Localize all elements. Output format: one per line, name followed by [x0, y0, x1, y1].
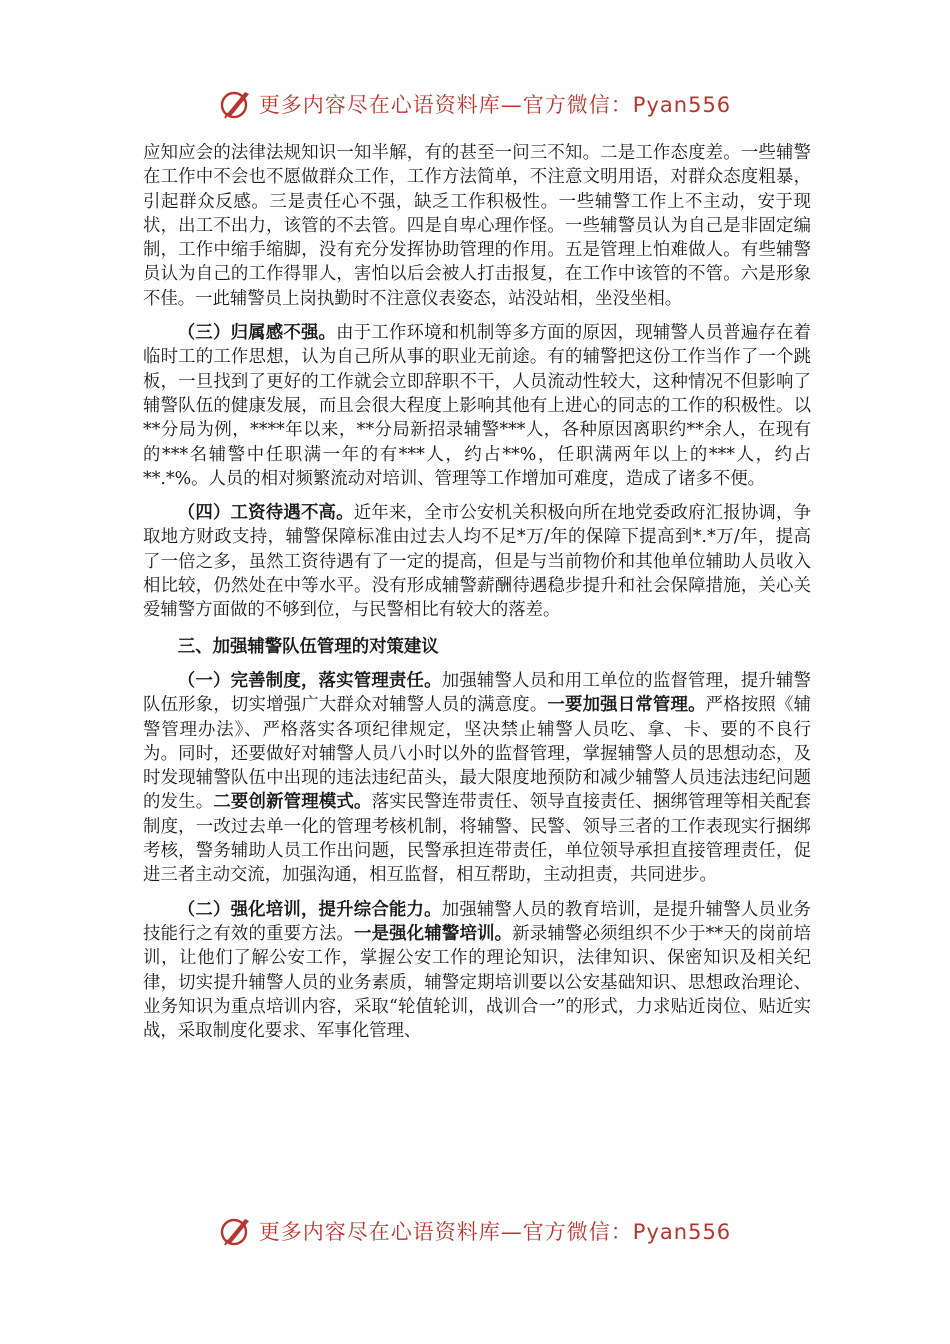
document-body: [143, 141, 811, 1043]
paragraph-training: （二）强化培训，提升综合能力。加强辅警人员的教育培训，是提升辅警人员业务技能行之有效的重要方法。一是强化辅警培训。新录辅警必须组织不少于**天的岗前培训，让他们了解公安工作，掌握公安工作的理论知识，法律知识、保密知识及相关纪律，切实提升辅警人员的业务素质，辅警定期培训要以公安基础知识、思想政治理论、业务知识为重点培训内容，采取“轮值轮训，战训合一”的形式，力求贴近岗位、贴近实战，采取制度化要求、军事化管理、: [143, 899, 811, 1042]
chapter-heading: 三、加强辅警队伍管理的对策建议: [177, 636, 439, 657]
section-heading: （一）完善制度，落实管理责任。: [177, 670, 442, 691]
banner-text: 更多内容尽在心语资料库—官方微信：Pyan556: [258, 93, 732, 117]
paragraph-salary: （四）工资待遇不高。近年来，全市公安机关积极向所在地党委政府汇报协调，争取地方财政支持，辅警保障标准由过去人均不足*万/年的保障下提高到*.*万/年，提高了一倍之多，虽然工资待遇有了一定的提高，但是与当前物价和其他单位辅助人员收入相比较，仍然处在中等水平。没有形成辅警薪酬待遇稳步提升和社会保障措施，关心关爱辅警方面做的不够到位，与民警相比有较大的落差。: [143, 503, 811, 621]
paragraph-work-attitude: 应知应会的法律法规知识一知半解，有的甚至一问三不知。二是工作态度差。一些辅警在工作中不会也不愿做群众工作，工作方法简单，不注意文明用语，对群众态度粗暴，引起群众反感。三是责任心不强，缺乏工作积极性。一些辅警工作上不主动，安于现状，出工不出力，该管的不去管。四是自卑心理作怪。一些辅警员认为自己是非固定编制，工作中缩手缩脚，没有充分发挥协助管理的作用。五是管理上怕难做人。有些辅警员认为自己的工作得罪人，害怕以后会被人打击报复，在工作中该管的不管。六是形象不佳。一此辅警员上岗执勤时不注意仪表姿态，站没站相，坐没坐相。: [143, 143, 811, 309]
section-heading: （四）工资待遇不高。: [177, 503, 354, 524]
section-heading: （三）归属感不强。: [177, 323, 337, 344]
paragraph-belonging: （三）归属感不强。由于工作环境和机制等多方面的原因，现辅警人员普遍存在着临时工的工作思想，认为自己所从事的职业无前途。有的辅警把这份工作当作了一个跳板，一旦找到了更好的工作就会立即辞职不干，人员流动性较大，这种情况不但影响了辅警队伍的健康发展，而且会很大程度上影响其他有上进心的同志的工作的积极性。以**分局为例，****年以来，**分局新招录辅警***人，各种原因离职约**余人，在现有的***名辅警中任职满一年的有***人，约占**%，任职满两年以上的***人，约占**.*%。人员的相对频繁流动对培训、管理等工作增加可难度，造成了诸多不便。: [143, 323, 811, 489]
quill-logo-icon: [219, 1214, 253, 1248]
banner-text: 更多内容尽在心语资料库—官方微信：Pyan556: [258, 1220, 732, 1244]
quill-logo-icon: [219, 87, 253, 121]
section-heading: （二）强化培训，提升综合能力。: [177, 899, 442, 920]
paragraph-system: （一）完善制度，落实管理责任。加强辅警人员和用工单位的监督管理，提升辅警队伍形象，切实增强广大群众对辅警人员的满意度。一要加强日常管理。严格按照《辅警管理办法》、严格落实各项纪律规定，坚决禁止辅警人员吃、拿、卡、要的不良行为。同时，还要做好对辅警人员八小时以外的监督管理，掌握辅警人员的思想动态，及时发现辅警队伍中出现的违法违纪苗头，最大限度地预防和减少辅警人员违法违纪问题的发生。二要创新管理模式。落实民警连带责任、领导直接责任、捆绑管理等相关配套制度，一改过去单一化的管理考核机制，将辅警、民警、领导三者的工作表现实行捆绑考核，警务辅助人员工作出问题，民警承担连带责任，单位领导承担直接管理责任，促进三者主动交流，加强沟通，相互监督，相互帮助，主动担责，共同进步。: [143, 670, 811, 886]
header-banner: [0, 84, 950, 124]
footer-banner: [0, 1211, 950, 1251]
